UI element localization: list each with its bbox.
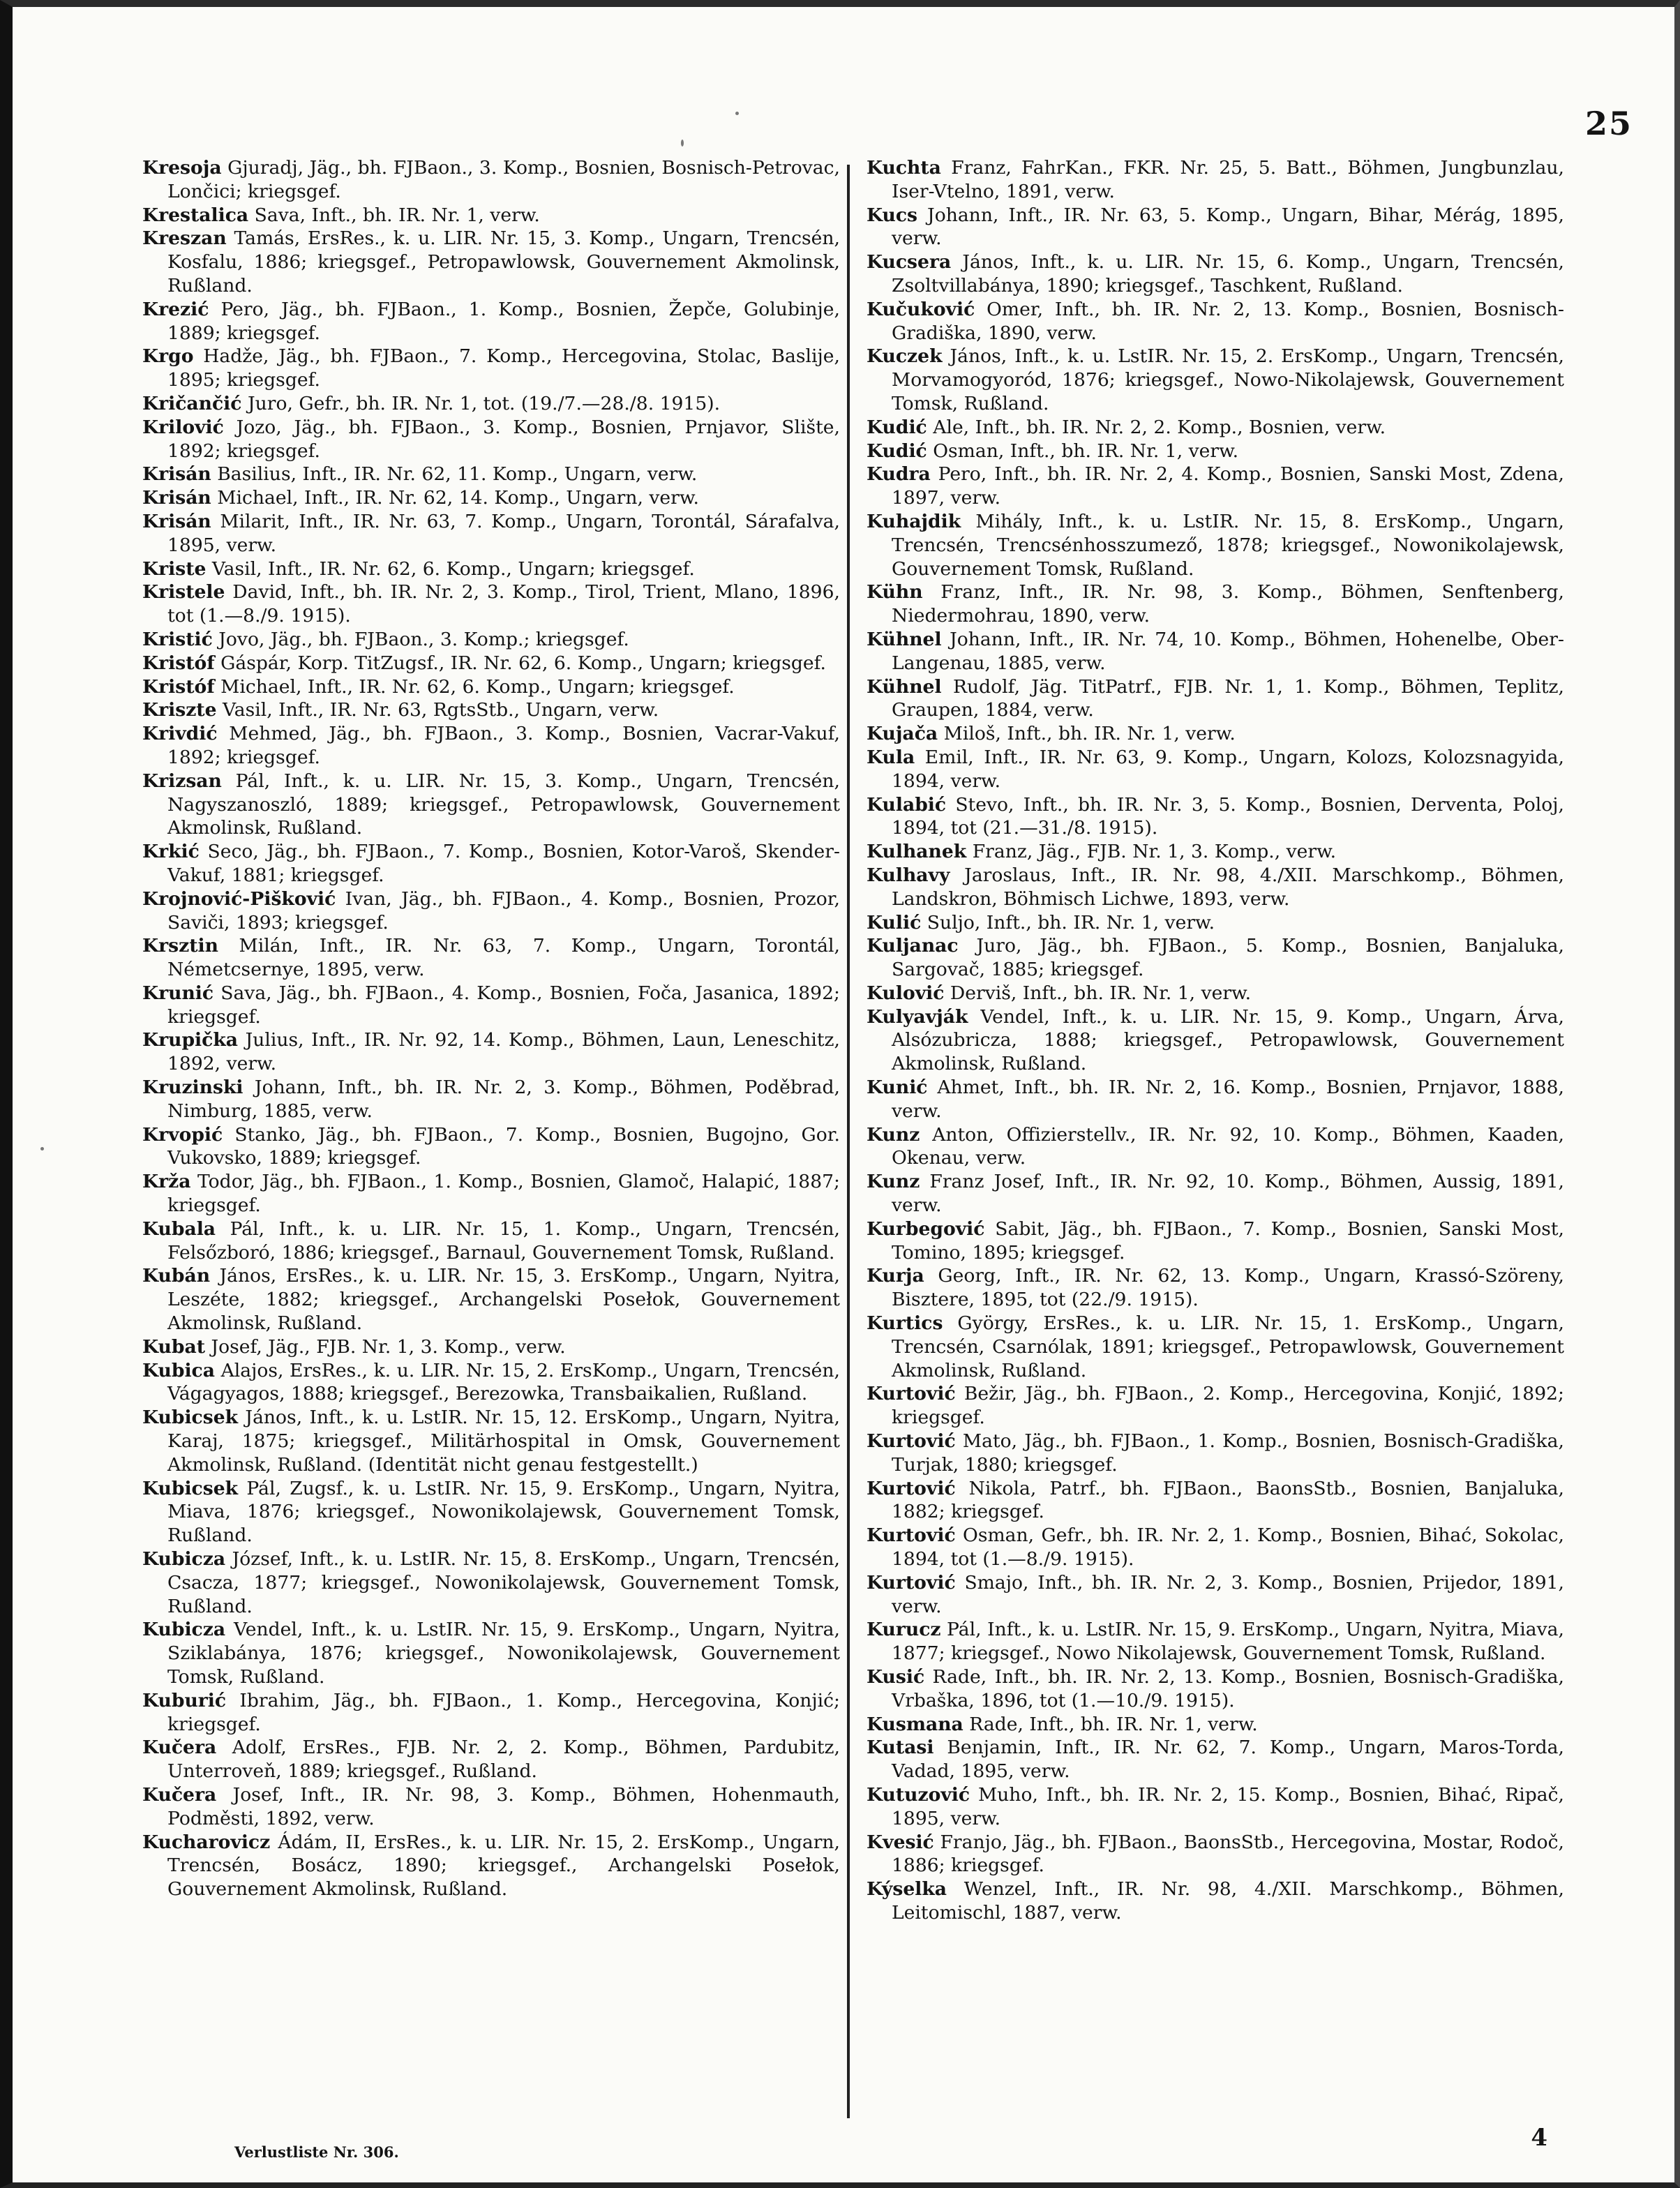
list-entry	[867, 1076, 1564, 1123]
list-entry	[867, 1123, 1564, 1171]
entry-surname: Kriszte	[142, 699, 217, 721]
list-entry	[142, 1264, 840, 1335]
entry-surname: Kudra	[867, 463, 931, 486]
list-entry	[142, 1406, 840, 1476]
entry-surname: Kulić	[867, 911, 922, 934]
list-entry	[867, 1524, 1564, 1571]
entry-details: Juro, Gefr., bh. IR. Nr. 1, tot. (19./7.—28./8. 1915).	[247, 392, 721, 414]
list-entry	[142, 698, 840, 722]
entry-details: Pál, Inft., k. u. LIR. Nr. 15, 1. Komp., Ungarn, Trencsén, Felsőzboró, 1886; kriegsgef., Barnaul, Gouvernement Tomsk, Rußland.	[167, 1217, 840, 1264]
list-entry	[867, 440, 1564, 463]
entry-surname: Kubica	[142, 1359, 215, 1381]
list-entry	[142, 580, 840, 628]
list-entry	[142, 628, 840, 652]
entry-details: Franjo, Jäg., bh. FJBaon., BaonsStb., Hercegovina, Mostar, Rodoč, 1886; kriegsgef.	[892, 1831, 1564, 1877]
list-entry	[867, 1430, 1564, 1477]
list-entry	[142, 722, 840, 770]
list-entry	[142, 204, 840, 227]
list-entry	[142, 770, 840, 840]
entry-details: Michael, Inft., IR. Nr. 62, 14. Komp., Ungarn, verw.	[217, 487, 699, 509]
entry-surname: Kurja	[867, 1265, 924, 1287]
print-speck	[40, 1147, 44, 1151]
entry-surname: Kriste	[142, 557, 207, 580]
left-column	[142, 156, 840, 1901]
entry-surname: Kühn	[867, 581, 923, 604]
entry-surname: Kurtović	[867, 1477, 956, 1499]
entry-surname: Krunić	[142, 982, 214, 1004]
entry-details: Miloš, Inft., bh. IR. Nr. 1, verw.	[943, 723, 1236, 745]
entry-surname: Kubala	[142, 1217, 216, 1240]
entry-details: Pero, Inft., bh. IR. Nr. 2, 4. Komp., Bosnien, Sanski Most, Zdena, 1897, verw.	[892, 463, 1564, 509]
entry-details: Sava, Inft., bh. IR. Nr. 1, verw.	[254, 204, 540, 226]
entry-details: Vasil, Inft., IR. Nr. 62, 6. Komp., Ungarn; kriegsgef.	[211, 557, 695, 580]
entry-surname: Kutuzović	[867, 1783, 970, 1806]
entry-details: Anton, Offizierstellv., IR. Nr. 92, 10. Komp., Böhmen, Kaaden, Okenau, verw.	[892, 1123, 1564, 1169]
entry-surname: Kýselka	[867, 1878, 947, 1901]
list-entry	[867, 298, 1564, 345]
entry-surname: Kurucz	[867, 1619, 941, 1641]
entry-details: Osman, Inft., bh. IR. Nr. 1, verw.	[933, 440, 1239, 462]
entry-details: Todor, Jäg., bh. FJBaon., 1. Komp., Bosnien, Glamoč, Halapić, 1887; kriegsgef.	[167, 1171, 840, 1217]
entry-surname: Kurtović	[867, 1571, 956, 1594]
entry-details: Bežir, Jäg., bh. FJBaon., 2. Komp., Hercegovina, Konjić, 1892; kriegsgef.	[892, 1383, 1564, 1429]
entry-details: Ale, Inft., bh. IR. Nr. 2, 2. Komp., Bosnien, verw.	[933, 416, 1386, 438]
entry-details: József, Inft., k. u. LstIR. Nr. 15, 8. ErsKomp., Ungarn, Trencsén, Csacza, 1877; kriegsgef., Nowonikolajewsk, Gouvernement Tomsk, Rußland.	[167, 1548, 840, 1617]
entry-details: Smajo, Inft., bh. IR. Nr. 2, 3. Komp., Bosnien, Prijedor, 1891, verw.	[892, 1571, 1564, 1617]
entry-details: Stanko, Jäg., bh. FJBaon., 7. Komp., Bosnien, Bugojno, Gor. Vukovsko, 1889; kriegsgef.	[167, 1123, 840, 1169]
list-entry	[867, 1217, 1564, 1265]
list-entry	[867, 345, 1564, 415]
signature-mark: 4	[1531, 2124, 1547, 2152]
entry-details: Georg, Inft., IR. Nr. 62, 13. Komp., Ungarn, Krassó-Szöreny, Bisztere, 1895, tot (22./9. 1915).	[892, 1265, 1564, 1311]
entry-surname: Kudić	[867, 440, 927, 462]
list-entry	[867, 416, 1564, 440]
entry-details: Johann, Inft., IR. Nr. 63, 5. Komp., Ungarn, Bihar, Mérág, 1895, verw.	[892, 204, 1564, 250]
entry-surname: Kristóf	[142, 675, 215, 698]
entry-details: Rade, Inft., bh. IR. Nr. 2, 13. Komp., Bosnien, Bosnisch-Gradiška, Vrbaška, 1896, tot (1.—10./9. 1915).	[892, 1666, 1564, 1711]
entry-details: János, ErsRes., k. u. LIR. Nr. 15, 3. ErsKomp., Ungarn, Nyitra, Leszéte, 1882; kriegsgef., Archangelski Posełok, Gouvernement Akmolinsk, Rußland.	[167, 1265, 840, 1335]
entry-details: Juro, Jäg., bh. FJBaon., 5. Komp., Bosnien, Banjaluka, Sargovač, 1885; kriegsgef.	[892, 935, 1564, 981]
print-speck	[735, 112, 739, 115]
list-entry	[142, 1831, 840, 1901]
list-entry	[142, 675, 840, 699]
entry-surname: Krezić	[142, 298, 209, 320]
entry-surname: Kresoja	[142, 157, 222, 179]
entry-details: János, Inft., k. u. LstIR. Nr. 15, 12. ErsKomp., Ungarn, Nyitra, Karaj, 1875; kriegsgef., Militärhospital in Omsk, Gouvernement Akmolinsk, Rußland. (Identität nicht genau festgestellt.)	[167, 1407, 840, 1476]
list-entry	[867, 840, 1564, 864]
list-entry	[142, 840, 840, 887]
entry-details: Josef, Jäg., FJB. Nr. 1, 3. Komp., verw.	[211, 1335, 566, 1358]
list-entry	[142, 392, 840, 416]
entry-details: Benjamin, Inft., IR. Nr. 62, 7. Komp., Ungarn, Maros-Torda, Vadad, 1895, verw.	[892, 1737, 1564, 1783]
list-entry	[142, 1359, 840, 1407]
entry-details: Mehmed, Jäg., bh. FJBaon., 3. Komp., Bosnien, Vacrar-Vakuf, 1892; kriegsgef.	[167, 723, 840, 768]
entry-surname: Kunić	[867, 1077, 928, 1099]
entry-details: Alajos, ErsRes., k. u. LIR. Nr. 15, 2. ErsKomp., Ungarn, Trencsén, Vágagyagos, 1888; kriegsgef., Berezowka, Transbaikalien, Rußland.	[167, 1359, 840, 1405]
entry-details: Vendel, Inft., k. u. LIR. Nr. 15, 9. Komp., Ungarn, Árva, Alsózubricza, 1888; kriegsgef., Petropawlowsk, Gouvernement Akmolinsk, Rußland.	[892, 1005, 1564, 1075]
entry-details: Michael, Inft., IR. Nr. 62, 6. Komp., Ungarn; kriegsgef.	[220, 675, 735, 698]
list-entry	[142, 1028, 840, 1076]
entry-surname: Kubicsek	[142, 1477, 239, 1499]
list-entry	[142, 486, 840, 510]
entry-details: Franz, Inft., IR. Nr. 98, 3. Komp., Böhmen, Senftenberg, Niedermohrau, 1890, verw.	[892, 581, 1564, 627]
entry-details: Seco, Jäg., bh. FJBaon., 7. Komp., Bosnien, Kotor-Varoš, Skender-Vakuf, 1881; kriegsgef.	[167, 841, 840, 886]
entry-details: Sabit, Jäg., bh. FJBaon., 7. Komp., Bosnien, Sanski Most, Tomino, 1895; kriegsgef.	[892, 1217, 1564, 1264]
list-entry	[142, 887, 840, 935]
entry-details: Sava, Jäg., bh. FJBaon., 4. Komp., Bosnien, Foča, Jasanica, 1892; kriegsgef.	[167, 982, 840, 1028]
entry-surname: Kulović	[867, 982, 945, 1004]
entry-surname: Kucs	[867, 204, 918, 226]
entry-surname: Krupička	[142, 1029, 239, 1051]
entry-surname: Kruzinski	[142, 1077, 243, 1099]
entry-details: Osman, Gefr., bh. IR. Nr. 2, 1. Komp., Bosnien, Bihać, Sokolac, 1894, tot (1.—8./9. 1915).	[892, 1524, 1564, 1571]
list-entry	[867, 864, 1564, 911]
entry-surname: Kristóf	[142, 652, 215, 674]
list-entry	[867, 722, 1564, 746]
entry-details: János, Inft., k. u. LIR. Nr. 15, 6. Komp., Ungarn, Trencsén, Zsoltvillabánya, 1890; kriegsgef., Taschkent, Rußland.	[892, 251, 1564, 297]
entry-surname: Krestalica	[142, 204, 249, 226]
entry-surname: Krvopić	[142, 1123, 223, 1146]
entry-details: Gáspár, Korp. TitZugsf., IR. Nr. 62, 6. Komp., Ungarn; kriegsgef.	[220, 652, 826, 674]
list-entry	[867, 204, 1564, 251]
entry-surname: Kujača	[867, 723, 938, 745]
entry-details: Franz, FahrKan., FKR. Nr. 25, 5. Batt., Böhmen, Jungbunzlau, Iser-Vtelno, 1891, verw.	[892, 157, 1564, 202]
entry-details: Julius, Inft., IR. Nr. 92, 14. Komp., Böhmen, Laun, Leneschitz, 1892, verw.	[167, 1029, 840, 1075]
entry-surname: Kubicza	[142, 1619, 226, 1641]
entry-surname: Krizsan	[142, 770, 222, 792]
entry-surname: Kulyavják	[867, 1005, 968, 1028]
list-entry	[867, 1618, 1564, 1665]
right-column	[867, 156, 1564, 1925]
entry-surname: Krisán	[142, 487, 211, 509]
list-entry	[867, 1264, 1564, 1312]
entry-surname: Kubicza	[142, 1548, 226, 1571]
entry-surname: Kuljanac	[867, 935, 959, 957]
entry-surname: Krisán	[142, 510, 211, 532]
list-entry	[142, 1170, 840, 1217]
list-entry	[867, 982, 1564, 1005]
entry-surname: Kristić	[142, 628, 213, 650]
list-entry	[142, 982, 840, 1029]
entry-details: György, ErsRes., k. u. LIR. Nr. 15, 1. ErsKomp., Ungarn, Trencsén, Csarnólak, 1891; kriegsgef., Petropawlowsk, Gouvernement Akmolinsk, Rußland.	[892, 1312, 1564, 1381]
list-entry	[867, 1312, 1564, 1382]
entry-details: Derviš, Inft., bh. IR. Nr. 1, verw.	[950, 982, 1252, 1004]
column-divider	[847, 165, 850, 2118]
entry-surname: Kubat	[142, 1335, 205, 1358]
list-entry	[142, 298, 840, 345]
entry-details: Ahmet, Inft., bh. IR. Nr. 2, 16. Komp., Bosnien, Prnjavor, 1888, verw.	[892, 1077, 1564, 1122]
entry-details: Vasil, Inft., IR. Nr. 63, RgtsStb., Ungarn, verw.	[222, 699, 659, 721]
entry-details: Mihály, Inft., k. u. LstIR. Nr. 15, 8. ErsKomp., Ungarn, Trencsén, Trencsénhosszumező, 1878; kriegsgef., Nowonikolajewsk, Gouvernement Tomsk, Rußland.	[892, 510, 1564, 580]
list-entry	[142, 1335, 840, 1359]
list-entry	[142, 934, 840, 982]
list-entry	[142, 1736, 840, 1783]
entry-surname: Kuhajdik	[867, 510, 961, 532]
entry-surname: Kučuković	[867, 298, 975, 320]
entry-details: Emil, Inft., IR. Nr. 63, 9. Komp., Ungarn, Kolozs, Kolozsnagyida, 1894, verw.	[892, 746, 1564, 792]
list-entry	[867, 628, 1564, 675]
list-entry	[867, 793, 1564, 841]
entry-surname: Krojnović-Pišković	[142, 887, 336, 910]
list-entry	[867, 156, 1564, 204]
entry-details: Josef, Inft., IR. Nr. 98, 3. Komp., Böhmen, Hohenmauth, Podměsti, 1892, verw.	[167, 1783, 840, 1829]
entry-surname: Kuburić	[142, 1689, 227, 1711]
entry-surname: Kühnel	[867, 628, 942, 650]
entry-details: Stevo, Inft., bh. IR. Nr. 3, 5. Komp., Bosnien, Derventa, Poloj, 1894, tot (21.—31./8. 1915).	[892, 793, 1564, 839]
entry-surname: Kurbegović	[867, 1217, 985, 1240]
entry-details: Johann, Inft., IR. Nr. 74, 10. Komp., Böhmen, Hohenelbe, Ober-Langenau, 1885, verw.	[892, 628, 1564, 674]
entry-details: Pál, Zugsf., k. u. LstIR. Nr. 15, 9. ErsKomp., Ungarn, Nyitra, Miava, 1876; kriegsgef., Nowonikolajewsk, Gouvernement Tomsk, Rußland.	[167, 1477, 840, 1547]
entry-surname: Kuchta	[867, 157, 941, 179]
entry-details: Mato, Jäg., bh. FJBaon., 1. Komp., Bosnien, Bosnisch-Gradiška, Turjak, 1880; kriegsgef.	[892, 1430, 1564, 1476]
entry-details: David, Inft., bh. IR. Nr. 2, 3. Komp., Tirol, Trient, Mlano, 1896, tot (1.—8./9. 1915).	[167, 581, 840, 627]
entry-surname: Kreszan	[142, 227, 227, 250]
entry-details: Johann, Inft., bh. IR. Nr. 2, 3. Komp., Böhmen, Poděbrad, Nimburg, 1885, verw.	[167, 1077, 840, 1122]
entry-surname: Kristele	[142, 581, 225, 604]
list-entry	[142, 1548, 840, 1618]
entry-details: Muho, Inft., bh. IR. Nr. 2, 15. Komp., Bosnien, Bihać, Ripač, 1895, verw.	[892, 1783, 1564, 1829]
list-entry	[142, 557, 840, 581]
entry-details: Ádám, II, ErsRes., k. u. LIR. Nr. 15, 2. ErsKomp., Ungarn, Trencsén, Bosácz, 1890; kriegsgef., Archangelski Posełok, Gouvernement Akmolinsk, Rußland.	[167, 1831, 840, 1901]
list-entry	[142, 652, 840, 675]
list-entry	[867, 934, 1564, 982]
list-entry	[142, 1076, 840, 1123]
entry-surname: Kubán	[142, 1265, 211, 1287]
list-entry	[867, 510, 1564, 580]
entry-details: Jovo, Jäg., bh. FJBaon., 3. Komp.; kriegsgef.	[218, 628, 629, 650]
entry-surname: Krža	[142, 1171, 191, 1193]
entry-details: Franz Josef, Inft., IR. Nr. 92, 10. Komp., Böhmen, Aussig, 1891, verw.	[892, 1171, 1564, 1217]
list-entry	[867, 1783, 1564, 1831]
entry-details: Ivan, Jäg., bh. FJBaon., 4. Komp., Bosnien, Prozor, Saviči, 1893; kriegsgef.	[167, 887, 840, 934]
entry-surname: Kusmana	[867, 1713, 963, 1735]
entry-surname: Kucharovicz	[142, 1831, 271, 1853]
entry-details: Vendel, Inft., k. u. LstIR. Nr. 15, 9. ErsKomp., Ungarn, Nyitra, Sziklabánya, 1876; kriegsgef., Nowonikolajewsk, Gouvernement Tomsk, Rußland.	[167, 1619, 840, 1688]
entry-surname: Kulabić	[867, 793, 947, 816]
list-entry	[142, 1477, 840, 1548]
entry-details: Omer, Inft., bh. IR. Nr. 2, 13. Komp., Bosnien, Bosnisch-Gradiška, 1890, verw.	[892, 298, 1564, 344]
entry-details: Milarit, Inft., IR. Nr. 63, 7. Komp., Ungarn, Torontál, Sárafalva, 1895, verw.	[167, 510, 840, 556]
entry-details: Nikola, Patrf., bh. FJBaon., BaonsStb., Bosnien, Banjaluka, 1882; kriegsgef.	[892, 1477, 1564, 1523]
entry-details: Milán, Inft., IR. Nr. 63, 7. Komp., Ungarn, Torontál, Németcsernye, 1895, verw.	[167, 935, 840, 981]
entry-surname: Kunz	[867, 1123, 920, 1146]
entry-surname: Kurtović	[867, 1430, 956, 1453]
entry-surname: Kulhavy	[867, 864, 950, 886]
print-speck	[681, 140, 684, 147]
list-entry	[867, 250, 1564, 298]
entry-surname: Kutasi	[867, 1737, 934, 1759]
entry-details: Franz, Jäg., FJB. Nr. 1, 3. Komp., verw.	[972, 841, 1337, 863]
list-entry	[867, 580, 1564, 628]
list-entry	[867, 1665, 1564, 1713]
list-entry	[867, 1713, 1564, 1737]
entry-details: Pero, Jäg., bh. FJBaon., 1. Komp., Bosnien, Žepče, Golubinje, 1889; kriegsgef.	[167, 298, 840, 344]
list-entry	[867, 1477, 1564, 1524]
entry-surname: Krkić	[142, 841, 200, 863]
entry-surname: Krilović	[142, 416, 224, 438]
entry-details: Tamás, ErsRes., k. u. LIR. Nr. 15, 3. Komp., Ungarn, Trencsén, Kosfalu, 1886; kriegsgef., Petropawlowsk, Gouvernement Akmolinsk, Rußland.	[167, 227, 840, 297]
entry-details: Suljo, Inft., bh. IR. Nr. 1, verw.	[927, 911, 1215, 934]
list-entry	[867, 1878, 1564, 1925]
list-entry	[867, 1831, 1564, 1878]
list-entry	[142, 463, 840, 486]
entry-surname: Kurtics	[867, 1312, 943, 1335]
entry-surname: Krisán	[142, 463, 211, 486]
list-entry	[867, 911, 1564, 935]
entry-surname: Krgo	[142, 345, 194, 368]
entry-surname: Kudić	[867, 416, 927, 438]
entry-surname: Kvesić	[867, 1831, 934, 1853]
entry-details: Basilius, Inft., IR. Nr. 62, 11. Komp., Ungarn, verw.	[217, 463, 698, 486]
list-entry	[867, 1382, 1564, 1430]
list-entry	[867, 746, 1564, 793]
entry-surname: Kusić	[867, 1666, 925, 1688]
entry-surname: Krsztin	[142, 935, 218, 957]
entry-surname: Kurtović	[867, 1524, 956, 1547]
list-entry	[867, 1005, 1564, 1076]
entry-surname: Kula	[867, 746, 915, 768]
entry-details: Wenzel, Inft., IR. Nr. 98, 4./XII. Marschkomp., Böhmen, Leitomischl, 1887, verw.	[892, 1878, 1564, 1924]
entry-surname: Kucsera	[867, 251, 952, 274]
list-entry	[142, 227, 840, 297]
list-entry	[142, 156, 840, 204]
entry-surname: Kunz	[867, 1171, 920, 1193]
list-entry	[142, 1689, 840, 1737]
page-number: 25	[1584, 105, 1633, 142]
entry-details: Gjuradj, Jäg., bh. FJBaon., 3. Komp., Bosnien, Bosnisch-Petrovac, Lončici; kriegsgef.	[167, 157, 840, 202]
entry-surname: Kuczek	[867, 345, 943, 368]
entry-details: Rade, Inft., bh. IR. Nr. 1, verw.	[969, 1713, 1258, 1735]
entry-surname: Kričančić	[142, 392, 242, 414]
list-entry	[867, 1170, 1564, 1217]
entry-surname: Kurtović	[867, 1383, 956, 1405]
entry-details: János, Inft., k. u. LstIR. Nr. 15, 2. ErsKomp., Ungarn, Trencsén, Morvamogyoród, 1876; kriegsgef., Nowo-Nikolajewsk, Gouvernement Tomsk, Rußland.	[892, 345, 1564, 414]
list-entry	[142, 345, 840, 392]
list-entry	[142, 1618, 840, 1688]
list-entry	[142, 510, 840, 557]
list-entry	[142, 1783, 840, 1831]
entry-surname: Kučera	[142, 1737, 217, 1759]
entry-surname: Kubicsek	[142, 1407, 239, 1429]
entry-surname: Kühnel	[867, 675, 942, 698]
issue-footer: Verlustliste Nr. 306.	[234, 2143, 399, 2161]
entry-surname: Krivdić	[142, 723, 218, 745]
list-entry	[867, 463, 1564, 510]
entry-details: Jozo, Jäg., bh. FJBaon., 3. Komp., Bosnien, Prnjavor, Slište, 1892; kriegsgef.	[167, 416, 840, 462]
entry-details: Pál, Inft., k. u. LIR. Nr. 15, 3. Komp., Ungarn, Trencsén, Nagyszanoszló, 1889; kriegsgef., Petropawlowsk, Gouvernement Akmolinsk, Rußland.	[167, 770, 840, 839]
list-entry	[142, 1123, 840, 1171]
entry-details: Hadže, Jäg., bh. FJBaon., 7. Komp., Hercegovina, Stolac, Baslije, 1895; kriegsgef.	[167, 345, 840, 391]
entry-surname: Kučera	[142, 1783, 217, 1806]
list-entry	[867, 1736, 1564, 1783]
list-entry	[867, 1571, 1564, 1619]
list-entry	[142, 416, 840, 463]
list-entry	[867, 675, 1564, 723]
entry-details: Ibrahim, Jäg., bh. FJBaon., 1. Komp., Hercegovina, Konjić; kriegsgef.	[167, 1689, 840, 1735]
entry-surname: Kulhanek	[867, 841, 967, 863]
entry-details: Pál, Inft., k. u. LstIR. Nr. 15, 9. ErsKomp., Ungarn, Nyitra, Miava, 1877; kriegsgef., Nowo Nikolajewsk, Gouvernement Tomsk, Rußland.	[892, 1619, 1564, 1665]
entry-details: Rudolf, Jäg. TitPatrf., FJB. Nr. 1, 1. Komp., Böhmen, Teplitz, Graupen, 1884, verw.	[892, 675, 1564, 721]
entry-details: Adolf, ErsRes., FJB. Nr. 2, 2. Komp., Böhmen, Pardubitz, Unterroveň, 1889; kriegsgef., Rußland.	[167, 1737, 840, 1783]
list-entry	[142, 1217, 840, 1265]
entry-details: Jaroslaus, Inft., IR. Nr. 98, 4./XII. Marschkomp., Böhmen, Landskron, Böhmisch Lichwe, 1893, verw.	[892, 864, 1564, 910]
